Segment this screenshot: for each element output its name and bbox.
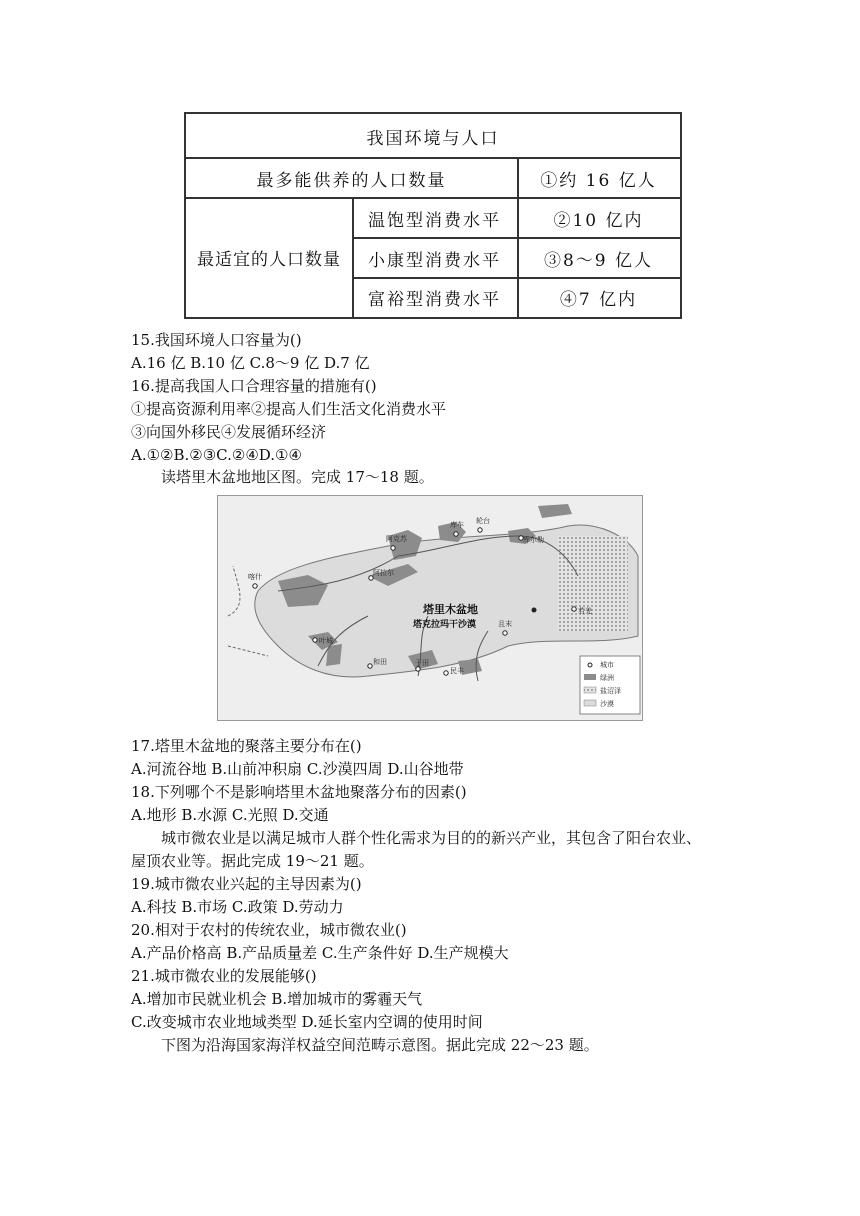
- level-value: ②10 亿内: [553, 210, 644, 231]
- question-17: 17.塔里木盆地的聚落主要分布在(): [131, 737, 362, 755]
- city-label: 阿克苏: [386, 535, 407, 543]
- legend-salt-marsh: 盐沼泽: [600, 687, 621, 695]
- level-label: 小康型消费水平: [368, 250, 501, 271]
- level-value: ④7 亿内: [559, 290, 638, 310]
- options-15: A.16 亿 B.10 亿 C.8～9 亿 D.7 亿: [131, 354, 370, 372]
- question-18: 18.下列哪个不是影响塔里木盆地聚落分布的因素(): [131, 783, 467, 801]
- optimal-population-label: 最适宜的人口数量: [197, 250, 341, 270]
- level-value: ③8～9 亿人: [543, 250, 654, 271]
- passage-line-1: 城市微农业是以满足城市人群个性化需求为目的的新兴产业，其包含了阳台农业、: [161, 829, 702, 847]
- population-table: [184, 112, 682, 319]
- question-21: 21.城市微农业的发展能够(): [131, 967, 317, 985]
- legend-desert: 沙漠: [600, 700, 614, 708]
- city-label: 且末: [498, 620, 512, 628]
- options-16: A.①②B.②③C.②④D.①④: [131, 446, 302, 464]
- tarim-basin-map: [217, 495, 643, 721]
- options-18: A.地形 B.水源 C.光照 D.交通: [131, 806, 329, 824]
- city-label: 民丰: [450, 667, 464, 675]
- city-label: 叶城: [319, 637, 333, 645]
- city-label: 库车: [450, 521, 464, 529]
- city-label: 喀什: [248, 573, 262, 581]
- statements-16-b: ③向国外移民④发展循环经济: [131, 423, 327, 441]
- max-population-label: 最多能供养的人口数量: [256, 170, 447, 191]
- next-instruction: 下图为沿海国家海洋权益空间范畴示意图。据此完成 22～23 题。: [161, 1036, 599, 1054]
- map-svg: [218, 496, 643, 721]
- options-19: A.科技 B.市场 C.政策 D.劳动力: [131, 898, 344, 916]
- legend-oasis: 绿洲: [600, 674, 614, 682]
- passage-line-2: 屋顶农业等。据此完成 19～21 题。: [131, 852, 374, 870]
- options-21-a: A.增加市民就业机会 B.增加城市的雾霾天气: [131, 990, 423, 1008]
- question-15: 15.我国环境人口容量为(): [131, 331, 302, 349]
- city-label: 阿拉尔: [373, 569, 394, 577]
- city-label: 于田: [415, 659, 429, 667]
- city-label: 库尔勒: [523, 536, 544, 544]
- map-instruction: 读塔里木盆地地区图。完成 17～18 题。: [161, 468, 434, 486]
- city-label: 轮台: [476, 517, 490, 525]
- map-subtitle: 塔克拉玛干沙漠: [413, 620, 477, 630]
- city-label: 和田: [373, 658, 387, 666]
- level-label: 富裕型消费水平: [368, 290, 501, 310]
- options-21-b: C.改变城市农业地域类型 D.延长室内空调的使用时间: [131, 1013, 483, 1031]
- question-19: 19.城市微农业兴起的主导因素为(): [131, 875, 362, 893]
- city-label: 若羌: [578, 607, 592, 615]
- table-title: 我国环境与人口: [366, 128, 500, 149]
- options-17: A.河流谷地 B.山前冲积扇 C.沙漠四周 D.山谷地带: [131, 760, 464, 778]
- legend-city: 城市: [600, 661, 614, 669]
- options-20: A.产品价格高 B.产品质量差 C.生产条件好 D.生产规模大: [131, 944, 509, 962]
- max-population-value: ①约 16 亿人: [540, 170, 657, 191]
- level-label: 温饱型消费水平: [368, 210, 501, 231]
- question-16: 16.提高我国人口合理容量的措施有(): [131, 377, 377, 395]
- statements-16-a: ①提高资源利用率②提高人们生活文化消费水平: [131, 400, 447, 418]
- question-20: 20.相对于农村的传统农业，城市微农业(): [131, 921, 407, 939]
- map-title: 塔里木盆地: [423, 603, 478, 616]
